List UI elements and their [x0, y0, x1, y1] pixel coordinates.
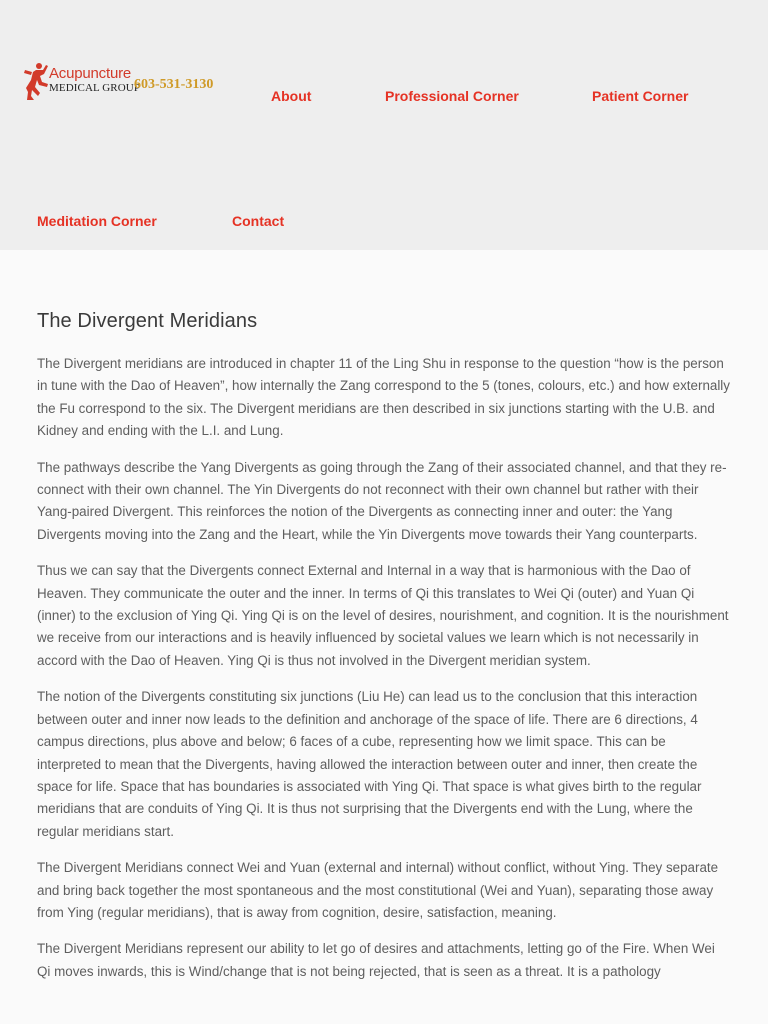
article [37, 310, 731, 997]
nav-professional-corner[interactable]: Professional Corner [385, 88, 519, 104]
logo-word-acupuncture: Acupuncture [49, 65, 132, 82]
nav-patient-corner[interactable]: Patient Corner [592, 88, 689, 104]
site-header [0, 0, 768, 250]
article-paragraph: The Divergent Meridians connect Wei and Yuan (external and internal) without conflict, without Ying. They separate and bring back together the most spontaneous and the most constitutional (Wei and Yuan), separating those away from Ying (regular meridians), that is away from cognition, desire, satisfaction, meaning. [37, 860, 719, 920]
site-logo[interactable] [22, 62, 232, 104]
page-title: The Divergent Meridians [37, 310, 258, 332]
nav-contact[interactable]: Contact [232, 213, 285, 229]
article-paragraph: Thus we can say that the Divergents connect External and Internal in a way that is harmonious with the Dao of Heaven. They communicate the outer and the inner. In terms of Qi this translates to Wei Qi (outer) and Yuan Qi (inner) to the exclusion of Ying Qi. Ying Qi is on the level of desires, nourishment, and cognition. It is the nourishment we receive from our interactions and is heavily influenced by societal values we learn which is not necessarily in accord with the Dao of Heaven. Ying Qi is thus not involved in the Divergent meridian system. [37, 563, 729, 668]
article-paragraph: The Divergent meridians are introduced in chapter 11 of the Ling Shu in response to the question “how is the person in tune with the Dao of Heaven”, how internally the Zang correspond to the 5 (tones, colours, etc.) and how externally the Fu correspond to the six. The Divergent meridians are then described in six junctions starting with the U.B. and Kidney and ending with the L.I. and Lung. [37, 356, 730, 439]
logo-word-medical-group: MEDICAL GROUP [49, 82, 141, 94]
nav-meditation-corner[interactable]: Meditation Corner [37, 213, 157, 229]
logo-phone-number: 603-531-3130 [134, 77, 214, 92]
article-paragraph: The notion of the Divergents constituting six junctions (Liu He) can lead us to the conclusion that this interaction between outer and inner now leads to the definition and anchorage of the space of life. There are 6 directions, 4 campus directions, plus above and below; 6 faces of a cube, representing how we limit space. This can be interpreted to mean that the Divergents, having allowed the interaction between outer and inner, then create the space for life. Space that has boundaries is associated with Ying Qi. That space is what gives birth to the regular meridians that are conduits of Ying Qi. It is thus not surprising that the Divergents end with the Lung, where the regular meridians start. [37, 689, 702, 839]
nav-about[interactable]: About [271, 88, 312, 104]
article-paragraph: The pathways describe the Yang Divergents as going through the Zang of their associated channel, and that they re-connect with their own channel. The Yin Divergents do not reconnect with their own channel but rather with their Yang-paired Divergent. This reinforces the notion of the Divergents as connecting inner and outer: the Yang Divergents moving into the Zang and the Heart, while the Yin Divergents move towards their Yang counterparts. [37, 459, 727, 542]
dancer-logo-icon [22, 62, 50, 102]
article-paragraph: The Divergent Meridians represent our ability to let go of desires and attachments, letting go of the Fire. When Wei Qi moves inwards, this is Wind/change that is not being rejected, that is seen as a threat. It is a pathology [37, 941, 715, 979]
